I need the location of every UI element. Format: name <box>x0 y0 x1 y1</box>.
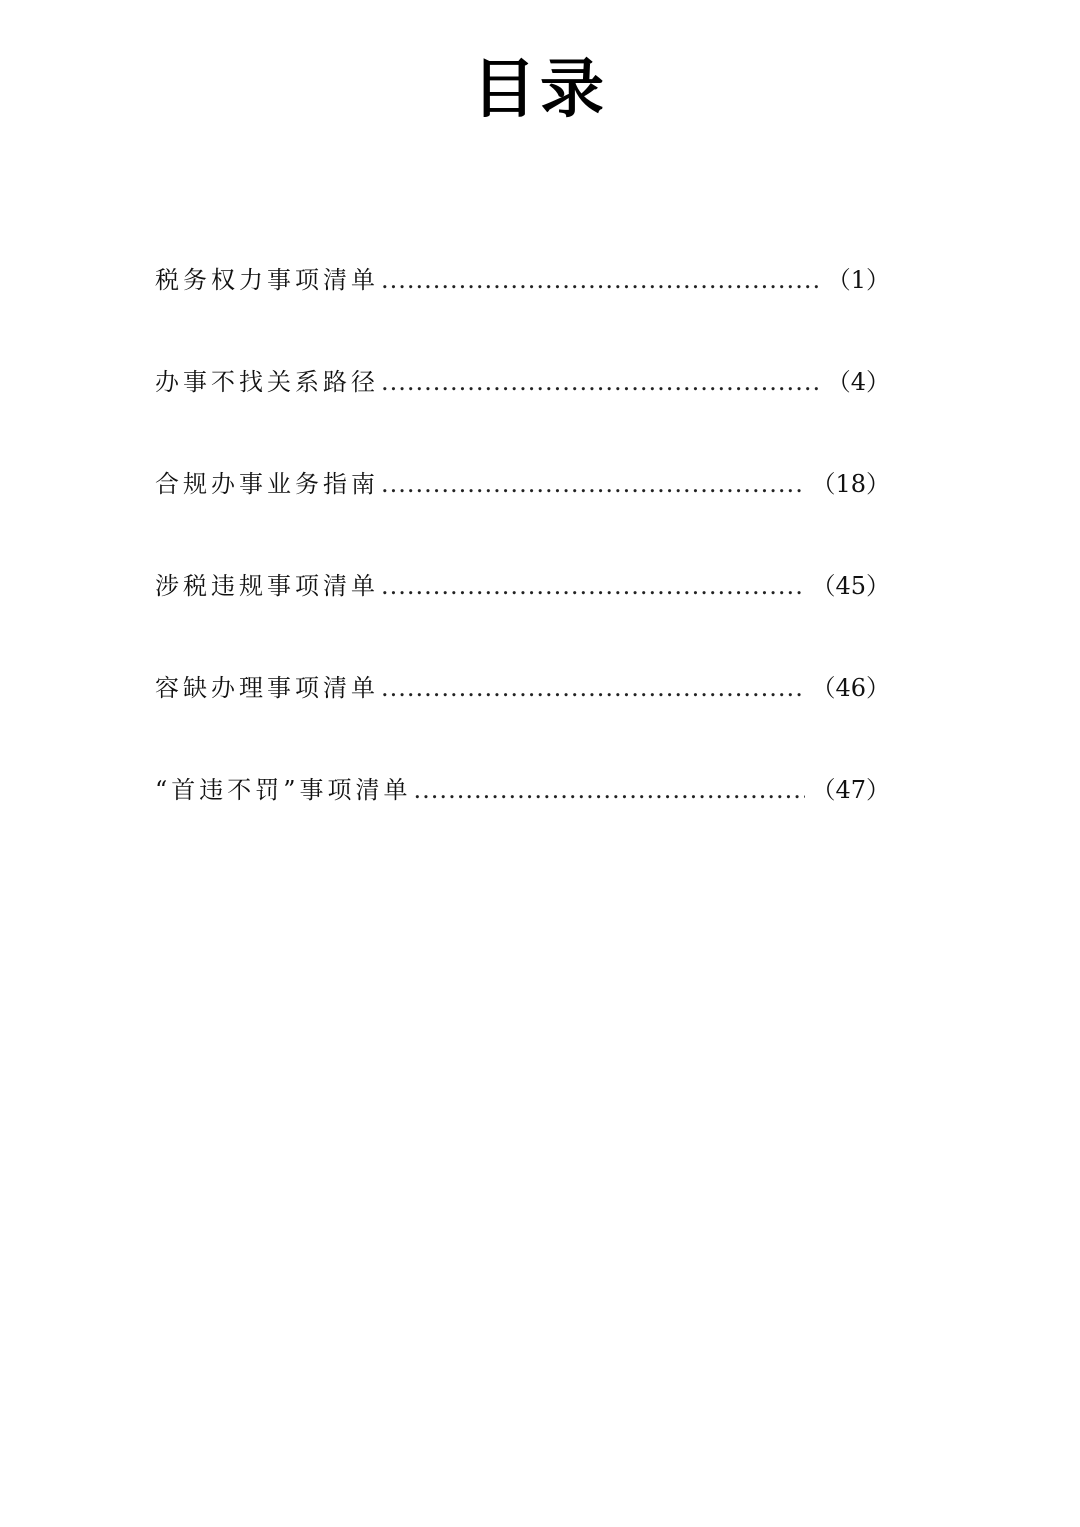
toc-entry-label: “首违不罚”事项清单 <box>155 776 412 804</box>
toc-dot-leader <box>381 460 805 508</box>
toc-entry-first-offense-no-penalty[interactable] <box>155 766 890 868</box>
table-of-contents <box>155 256 890 868</box>
toc-entry-tolerance-handling[interactable] <box>155 664 890 766</box>
toc-entry-label: 涉税违规事项清单 <box>155 572 379 600</box>
toc-page-number: （45） <box>811 572 890 600</box>
toc-dot-leader <box>414 766 806 814</box>
toc-entry-no-connections-path[interactable] <box>155 358 890 460</box>
toc-page-number: （46） <box>811 674 890 702</box>
toc-entry-label: 办事不找关系路径 <box>155 368 379 396</box>
toc-entry-power-items[interactable] <box>155 256 890 358</box>
toc-entry-label: 容缺办理事项清单 <box>155 674 379 702</box>
toc-dot-leader <box>381 664 805 712</box>
toc-dot-leader <box>381 358 821 406</box>
toc-entry-compliance-guide[interactable] <box>155 460 890 562</box>
toc-entry-tax-violations[interactable] <box>155 562 890 664</box>
toc-page-number: （18） <box>811 470 890 498</box>
page-title: 目录 <box>472 53 608 127</box>
toc-page-number: （4） <box>826 368 890 396</box>
toc-dot-leader <box>381 256 821 304</box>
toc-dot-leader <box>381 562 805 610</box>
toc-page-number: （1） <box>826 266 890 294</box>
toc-page-number: （47） <box>811 776 890 804</box>
toc-entry-label: 税务权力事项清单 <box>155 266 379 294</box>
toc-entry-label: 合规办事业务指南 <box>155 470 379 498</box>
